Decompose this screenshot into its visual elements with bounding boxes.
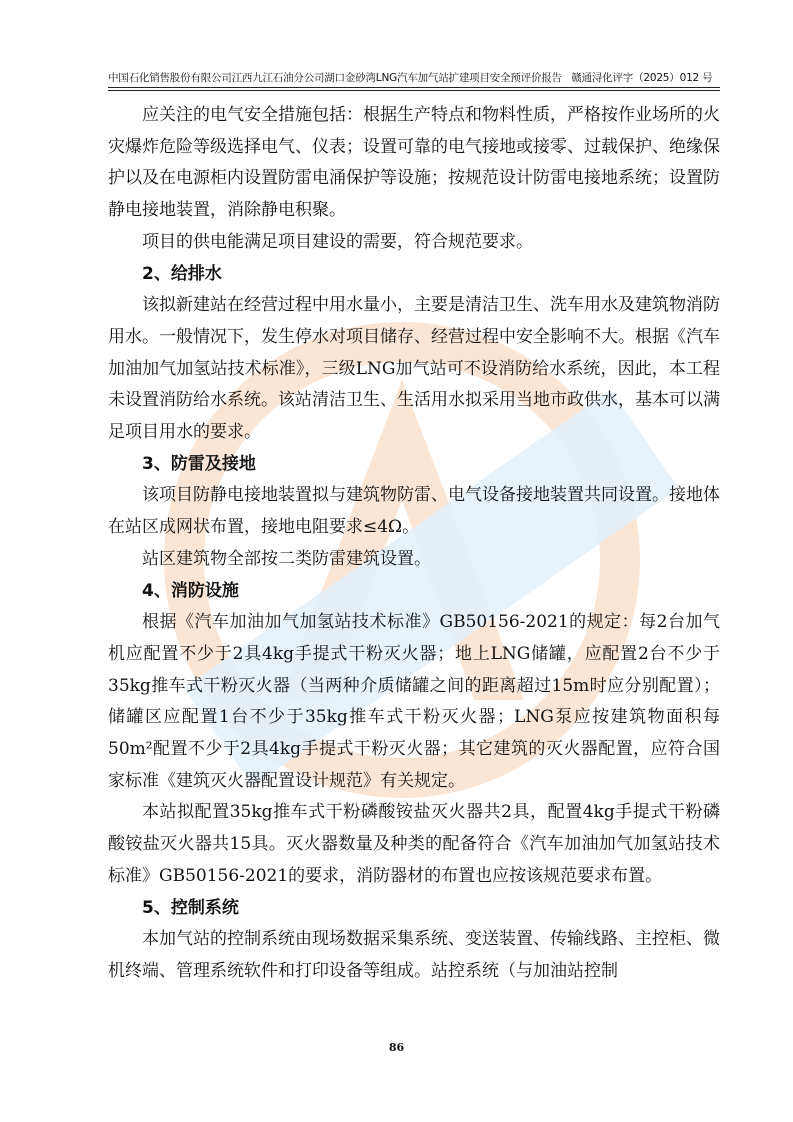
header-doc-number: 赣通浔化评字（2025）012 号 bbox=[571, 72, 713, 84]
section-heading: 2、给排水 bbox=[142, 263, 222, 284]
body-content bbox=[108, 100, 720, 988]
header-rule bbox=[108, 87, 720, 88]
section-heading: 3、防雷及接地 bbox=[142, 453, 256, 474]
paragraph: 该拟新建站在经营过程中用水量小，主要是清洁卫生、洗车用水及建筑物消防用水。一般情况下，发生停水对项目储存、经营过程中安全影响不大。根据《汽车加油加气加氢站技术标准》，三级LNG加气站可不设消防给水系统，因此，本工程未设置消防给水系统。该站清洁卫生、生活用水拟采用当地市政供水，基本可以满足项目用水的要求。 bbox=[108, 295, 720, 443]
paragraph: 应关注的电气安全措施包括：根据生产特点和物料性质，严格按作业场所的火灾爆炸危险等级选择电气、仪表；设置可靠的电气接地或接零、过载保护、绝缘保护以及在电源柜内设置防雷电涌保护等设施；按规范设计防雷电接地系统；设置防静电接地装置，消除静电积聚。 bbox=[108, 105, 720, 221]
page-header bbox=[108, 70, 720, 85]
paragraph: 本加气站的控制系统由现场数据采集系统、变送装置、传输线路、主控柜、微机终端、管理系统软件和打印设备等组成。站控系统（与加油站控制 bbox=[108, 929, 720, 981]
section-heading: 4、消防设施 bbox=[142, 580, 239, 601]
paragraph: 该项目防静电接地装置拟与建筑物防雷、电气设备接地装置共同设置。接地体在站区成网状布置，接地电阻要求≤4Ω。 bbox=[108, 485, 720, 538]
paragraph: 项目的供电能满足项目建设的需要，符合规范要求。 bbox=[142, 231, 533, 252]
paragraph: 根据《汽车加油加气加氢站技术标准》GB50156-2021的规定：每2台加气机应配置不少于2具4kg手提式干粉灭火器；地上LNG储罐，应配置2台不少于35kg推车式干粉灭火器（当两种介质储罐之间的距离超过15m时应分别配置）；储罐区应配置1台不少于35kg推车式干粉灭火器；LNG泵应按建筑物面积每50m²配置不少于2具4kg手提式干粉灭火器；其它建筑的灭火器配置，应符合国家标准《建筑灭火器配置设计规范》有关规定。 bbox=[108, 612, 720, 791]
paragraph: 站区建筑物全部按二类防雷建筑设置。 bbox=[142, 548, 431, 569]
section-heading: 5、控制系统 bbox=[142, 897, 239, 918]
header-rule bbox=[108, 90, 720, 91]
page-number: 86 bbox=[388, 1041, 405, 1054]
paragraph: 本站拟配置35kg推车式干粉磷酸铵盐灭火器共2具，配置4kg手提式干粉磷酸铵盐灭火器共15具。灭火器数量及种类的配备符合《汽车加油加气加氢站技术标准》GB50156-2021的要求，消防器材的布置也应按该规范要求布置。 bbox=[108, 802, 720, 886]
header-title: 中国石化销售股份有限公司江西九江石油分公司湖口金砂湾LNG汽车加气站扩建项目安全预评价报告 bbox=[108, 72, 562, 84]
